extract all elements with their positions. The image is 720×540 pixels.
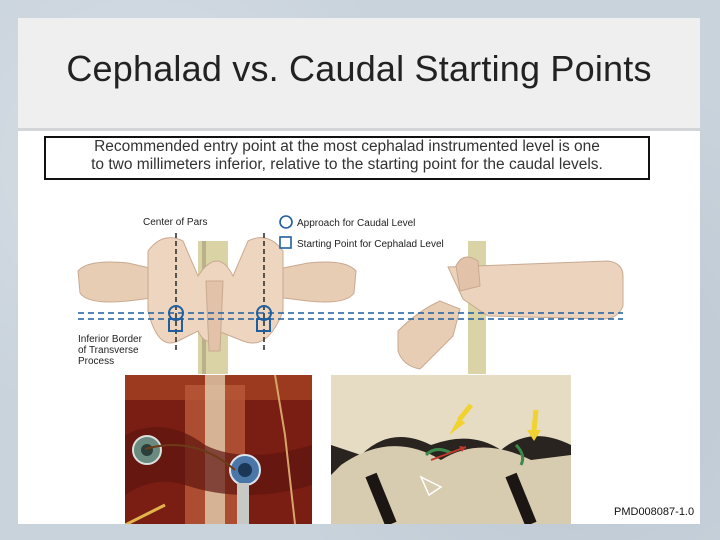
legend-approach-label: Approach for Caudal Level — [297, 218, 416, 229]
document-code: PMD008087-1.0 — [614, 506, 695, 518]
inferior-border-label-2: of Transverse — [78, 345, 139, 356]
legend-circle-icon — [280, 216, 292, 228]
callout-line-2: to two millimeters inferior, relative to the starting point for the caudal levels. — [91, 156, 603, 173]
center-of-pars-label: Center of Pars — [143, 217, 208, 228]
spine-diagram — [68, 201, 628, 374]
vertebra-model-photo — [331, 375, 571, 524]
callout-box — [44, 136, 650, 180]
inferior-border-label-1: Inferior Border — [78, 334, 142, 345]
legend-starting-label: Starting Point for Cephalad Level — [297, 239, 444, 250]
surgical-photo — [125, 375, 312, 524]
yellow-arrow-icon — [534, 410, 536, 430]
legend-square-icon — [280, 237, 291, 248]
lateral-vertebra-illustration — [398, 241, 623, 374]
slide — [18, 18, 700, 524]
title-band — [18, 18, 700, 131]
callout-line-1: Recommended entry point at the most cephalad instrumented level is one — [94, 138, 600, 155]
inferior-border-label-3: Process — [78, 356, 115, 367]
slide-title: Cephalad vs. Caudal Starting Points — [66, 48, 652, 89]
